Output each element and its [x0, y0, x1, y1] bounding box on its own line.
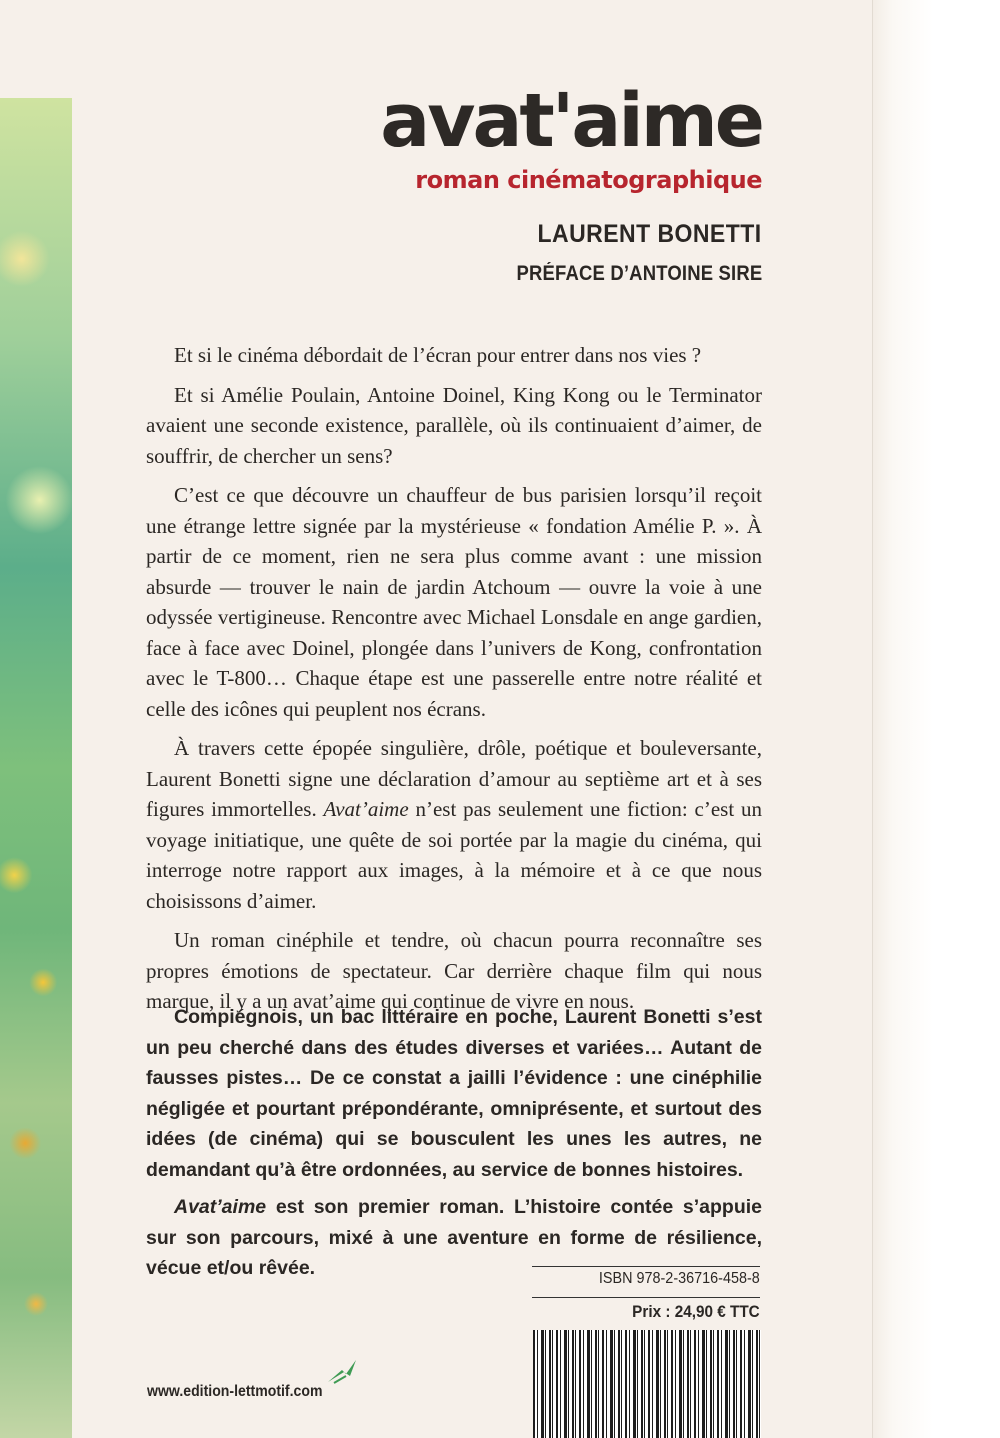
blurb-paragraph: Et si Amélie Poulain, Antoine Doinel, King Kong ou le Terminator avaient une seconde existence, parallèle, où ils continuaient d’aimer, de souffrir, de chercher un sens?: [146, 382, 762, 468]
isbn-number: ISBN 978-2-36716-458-8: [599, 1270, 760, 1287]
back-cover-blurb: [146, 340, 762, 1026]
publisher-website: www.edition-lettmotif.com: [147, 1383, 323, 1400]
book-title: avat'aime: [380, 78, 762, 164]
cover-painting-strip: [0, 98, 72, 1438]
isbn-bottom-rule: [532, 1297, 760, 1298]
bio-paragraph: Compiégnois, un bac littéraire en poche, Laurent Bonetti s’est un peu cherché dans des études diverses et variées… Autant de fausses pistes… De ce constat a jailli l’évidence : une cinéphilie négligée et pourtant prépondérante, omniprésente, et surtout des idées (de cinéma) qui se bousculent les unes les autres, ne demandant qu’à être ordonnées, au service de bonnes histoires.: [146, 1006, 762, 1181]
blurb-paragraph: C’est ce que découvre un chauffeur de bus parisien lorsqu’il reçoit une étrange lettre signée par la mystérieuse « fondation Amélie P. ». À partir de ce moment, rien ne sera plus comme avant : une mission absurde — trouver le nain de jardin Atchoum — ouvre la voie à une odyssée vertigineuse. Rencontre avec Michael Lonsdale en ange gardien, face à face avec Doinel, plongée dans l’univers de Kong, confrontation avec le T-800… Chaque étape est une passerelle entre notre réalité et celle des icônes qui peuplent nos écrans.: [146, 483, 762, 721]
bio-text: est son premier roman. L’histoire contée s’appuie sur son parcours, mixé à une aventure en forme de résilience, vécue et/ou rêvée.: [146, 1196, 762, 1279]
preface-credit: PRÉFACE D’ANTOINE SIRE: [516, 262, 762, 285]
blurb-paragraph: [146, 733, 762, 916]
book-spine-edge: [872, 0, 1000, 1438]
author-name: LAURENT BONETTI: [537, 220, 762, 248]
price-label: Prix : 24,90 € TTC: [632, 1302, 760, 1321]
blurb-text: À travers cette épopée singulière, drôle, poétique et bouleversante, Laurent Bonetti signe une déclaration d’amour au septième art et à ses figures immortelles.: [146, 736, 762, 821]
blurb-title-italic: Avat’aime: [323, 797, 409, 821]
barcode: [533, 1330, 761, 1438]
blurb-paragraph: Un roman cinéphile et tendre, où chacun pourra reconnaître ses propres émotions de spectateur. Car derrière chaque film qui nous marque, il y a un avat’aime qui continue de vivre en nous.: [146, 928, 762, 1013]
publisher-logo-icon: [326, 1356, 360, 1386]
bio-title-italic: Avat’aime: [174, 1196, 267, 1218]
book-subtitle: roman cinématographique: [415, 166, 762, 194]
blurb-text: n’est pas seulement une fiction: c’est un voyage initiatique, une quête de soi portée par la magie du cinéma, qui interroge notre rapport aux images, à la mémoire et à ce que nous choisissons d’aimer.: [146, 797, 762, 913]
blurb-paragraph: Et si le cinéma débordait de l’écran pour entrer dans nos vies ?: [174, 343, 702, 367]
author-bio: [146, 1002, 762, 1291]
isbn-top-rule: [532, 1266, 760, 1267]
